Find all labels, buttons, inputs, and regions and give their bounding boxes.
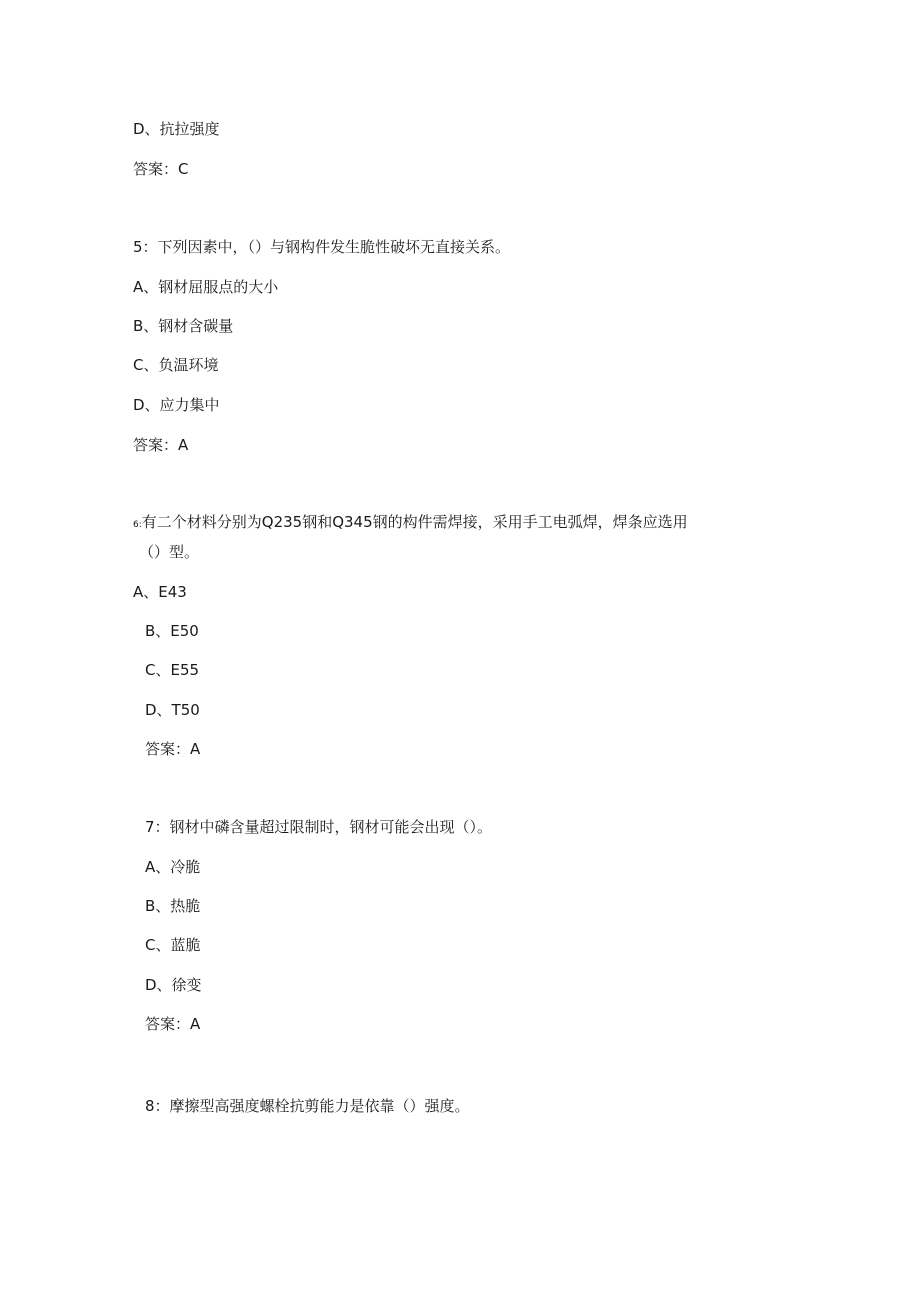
option-d-q4: D、抗拉强度 [133,120,220,138]
option-b-q6: B、E50 [145,622,199,640]
question-8: 8：摩擦型高强度螺栓抗剪能力是依靠（）强度。 [145,1097,470,1115]
answer-q6: 答案：A [145,740,201,758]
option-c-q7: C、蓝脆 [145,936,201,954]
option-b-q7: B、热脆 [145,897,201,915]
option-a-q6: A、E43 [133,583,187,601]
answer-q4: 答案：C [133,160,189,178]
question-6-continuation: （）型。 [139,543,200,561]
question-6 [133,512,688,535]
question-5: 5：下列因素中，（）与钢构件发生脆性破坏无直接关系。 [133,238,511,256]
answer-q5: 答案：A [133,436,189,454]
option-a-q7: A、冷脆 [145,858,201,876]
option-c-q6: C、E55 [145,661,200,679]
answer-q7: 答案：A [145,1015,201,1033]
question-6-number: 6: [133,520,142,530]
question-7: 7：钢材中磷含量超过限制时，钢材可能会出现（）。 [145,818,493,836]
option-b-q5: B、钢材含碳量 [133,317,234,335]
option-d-q7: D、徐变 [145,976,202,994]
question-6-text: 有二个材料分别为Q235钢和Q345钢的构件需焊接，采用手工电弧焊，焊条应选用 [141,513,688,531]
option-d-q5: D、应力集中 [133,396,220,414]
option-a-q5: A、钢材屈服点的大小 [133,278,279,296]
option-c-q5: C、负温环境 [133,356,219,374]
option-d-q6: D、T50 [145,701,200,719]
